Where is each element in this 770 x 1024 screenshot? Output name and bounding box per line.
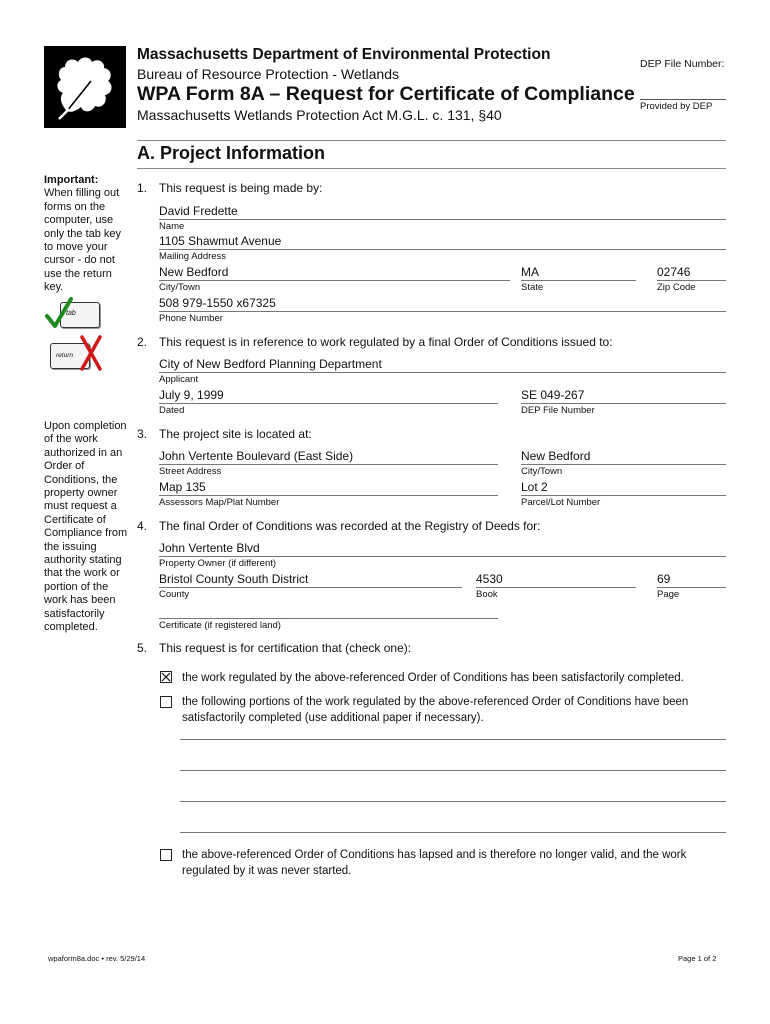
assessors-map-value[interactable]: Map 135 xyxy=(159,480,206,494)
x-mark-icon xyxy=(78,334,104,372)
q5-number: 5. xyxy=(137,641,148,655)
partial-work-line[interactable] xyxy=(180,770,726,771)
option-completed-checkbox[interactable] xyxy=(160,671,172,683)
phone-number-label: Phone Number xyxy=(159,313,223,324)
q2-text: This request is in reference to work regulated by a final Order of Conditions issued to: xyxy=(159,335,613,349)
property-owner-line xyxy=(159,556,726,557)
requester-city-line xyxy=(159,280,510,281)
form-title: WPA Form 8A – Request for Certificate of Compliance xyxy=(137,83,635,105)
property-owner-label: Property Owner (if different) xyxy=(159,558,277,569)
state-line xyxy=(521,280,636,281)
q5-text: This request is for certification that (check one): xyxy=(159,641,412,655)
mailing-address-value[interactable]: 1105 Shawmut Avenue xyxy=(159,234,282,248)
parcel-lot-label: Parcel/Lot Number xyxy=(521,497,601,508)
option-completed-text: the work regulated by the above-referenced Order of Conditions has been satisfactorily completed. xyxy=(182,672,684,684)
partial-work-line[interactable] xyxy=(180,801,726,802)
mailing-address-label: Mailing Address xyxy=(159,251,227,262)
book-line xyxy=(476,587,636,588)
act-reference: Massachusetts Wetlands Protection Act M.G.L. c. 131, §40 xyxy=(137,107,502,123)
bureau-name: Bureau of Resource Protection - Wetlands xyxy=(137,66,399,82)
completion-note: Upon completion of the work authorized in an Order of Conditions, the property owner must request a Certificate of Compliance from the issuing authority stating that the work or portion of the work has been satisfactorily completed. xyxy=(44,420,128,634)
site-city-value[interactable]: New Bedford xyxy=(521,449,591,463)
dated-label: Dated xyxy=(159,405,185,416)
q4-number: 4. xyxy=(137,519,148,533)
requester-name-value[interactable]: David Fredette xyxy=(159,204,238,218)
street-address-line xyxy=(159,464,498,465)
assessors-map-line xyxy=(159,495,498,496)
q2-number: 2. xyxy=(137,335,148,349)
page-number: Page 1 of 2 xyxy=(678,954,717,963)
dep-file-number-field-label: DEP File Number xyxy=(521,405,595,416)
dep-file-number-field[interactable] xyxy=(640,99,726,100)
applicant-line xyxy=(159,372,726,373)
county-label: County xyxy=(159,589,190,600)
street-address-label: Street Address xyxy=(159,466,222,477)
q3-number: 3. xyxy=(137,427,148,441)
dep-logo xyxy=(44,46,126,128)
option-partial-checkbox[interactable] xyxy=(160,696,172,708)
q1-text: This request is being made by: xyxy=(159,181,323,195)
section-title: A. Project Information xyxy=(137,143,326,163)
page-label: Page xyxy=(657,589,680,600)
state-label: State xyxy=(521,282,544,293)
important-text: When filling out forms on the computer, use only the tab key to move your cursor - do not use the return key. xyxy=(44,187,122,294)
agency-name: Massachusetts Department of Environmental Protection xyxy=(137,46,551,63)
dated-line xyxy=(159,403,498,404)
provided-by-dep-label: Provided by DEP xyxy=(640,101,713,112)
partial-work-line[interactable] xyxy=(180,832,726,833)
tab-key-illustration xyxy=(44,296,104,332)
checkmark-icon xyxy=(44,296,74,330)
book-value[interactable]: 4530 xyxy=(476,572,503,586)
page-line xyxy=(657,587,726,588)
site-city-line xyxy=(521,464,726,465)
county-line xyxy=(159,587,462,588)
requester-city-label: City/Town xyxy=(159,282,201,293)
zip-code-line xyxy=(657,280,726,281)
applicant-value[interactable]: City of New Bedford Planning Department xyxy=(159,357,382,371)
tab-key-label: tab xyxy=(66,310,76,317)
dep-file-number-label: DEP File Number: xyxy=(640,58,725,70)
phone-number-value[interactable]: 508 979-1550 x67325 xyxy=(159,296,276,310)
q3-text: The project site is located at: xyxy=(159,427,312,441)
option-lapsed-text: the above-referenced Order of Conditions has lapsed and is therefore no longer valid, and the work regulated by it was never started. xyxy=(182,849,687,877)
q4-text: The final Order of Conditions was recorded at the Registry of Deeds for: xyxy=(159,519,541,533)
option-partial-text: the following portions of the work regulated by the above-referenced Order of Conditions have been satisfactorily completed (use additional paper if necessary). xyxy=(182,696,689,724)
return-key-illustration xyxy=(44,334,106,374)
requester-name-label: Name xyxy=(159,221,185,232)
partial-work-line[interactable] xyxy=(180,739,726,740)
return-key-label: return xyxy=(56,352,73,359)
document-revision: wpaform8a.doc • rev. 5/29/14 xyxy=(48,954,146,963)
section-divider xyxy=(137,168,726,169)
applicant-label: Applicant xyxy=(159,374,199,385)
x-check-icon xyxy=(161,672,171,682)
property-owner-value[interactable]: John Vertente Blvd xyxy=(159,541,260,555)
header-divider xyxy=(137,140,726,141)
zip-code-value[interactable]: 02746 xyxy=(657,265,691,279)
assessors-map-label: Assessors Map/Plat Number xyxy=(159,497,280,508)
dep-file-number-line xyxy=(521,403,726,404)
county-value[interactable]: Bristol County South District xyxy=(159,572,309,586)
book-label: Book xyxy=(476,589,498,600)
parcel-lot-value[interactable]: Lot 2 xyxy=(521,480,548,494)
dated-value[interactable]: July 9, 1999 xyxy=(159,388,224,402)
page-value[interactable]: 69 xyxy=(657,572,671,586)
parcel-lot-line xyxy=(521,495,726,496)
state-value[interactable]: MA xyxy=(521,265,539,279)
important-note xyxy=(44,174,128,295)
certificate-line xyxy=(159,618,498,619)
zip-code-label: Zip Code xyxy=(657,282,696,293)
requester-city-value[interactable]: New Bedford xyxy=(159,265,229,279)
phone-number-line xyxy=(159,311,726,312)
oak-leaf-icon xyxy=(45,47,125,127)
mailing-address-line xyxy=(159,249,726,250)
q1-number: 1. xyxy=(137,181,148,195)
dep-file-number-value[interactable]: SE 049-267 xyxy=(521,388,585,402)
important-title: Important: xyxy=(44,174,99,186)
site-city-label: City/Town xyxy=(521,466,563,477)
option-lapsed-checkbox[interactable] xyxy=(160,849,172,861)
street-address-value[interactable]: John Vertente Boulevard (East Side) xyxy=(159,449,354,463)
certificate-label: Certificate (if registered land) xyxy=(159,620,281,631)
requester-name-line xyxy=(159,219,726,220)
